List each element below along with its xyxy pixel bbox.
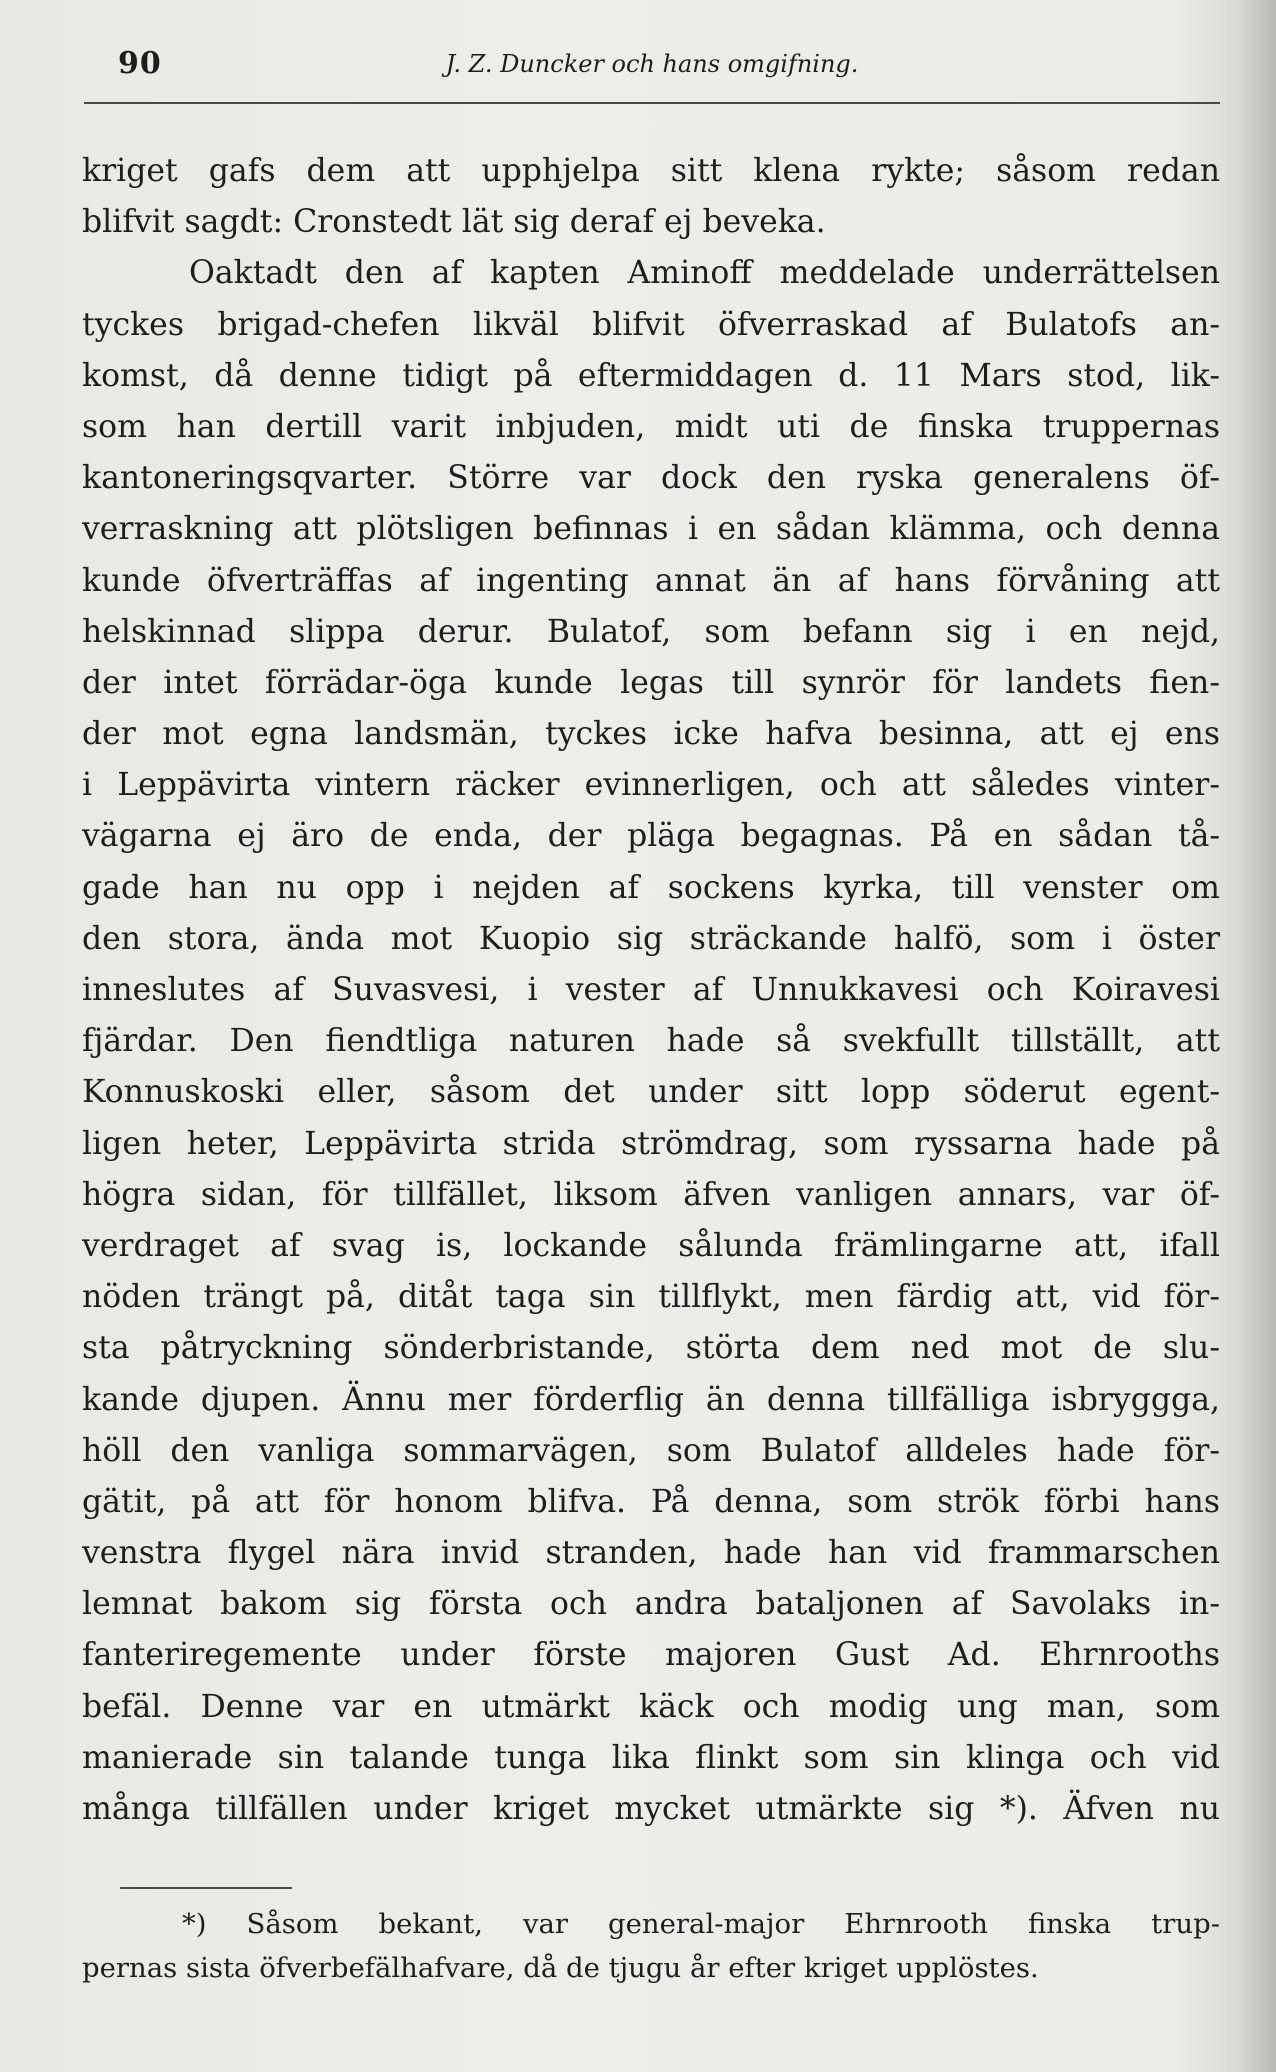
- text-line: gade han nu opp i nejden af sockens kyrka, till venster om: [82, 869, 1220, 906]
- text-line: manierade sin talande tunga lika flinkt som sin klinga och vid: [82, 1739, 1220, 1776]
- footnote: [82, 1902, 1220, 1990]
- text-line: gätit, på att för honom blifva. På denna, som strök förbi hans: [82, 1483, 1220, 1520]
- text-line: verraskning att plötsligen befinnas i en sådan klämma, och denna: [82, 511, 1220, 548]
- text-line: ligen heter, Leppävirta strida strömdrag, som ryssarna hade på: [82, 1125, 1220, 1162]
- footnote-line: pernas sista öfverbefälhafvare, då de tjugu år efter kriget upplöstes.: [82, 1952, 1039, 1984]
- text-line: verdraget af svag is, lockande sålunda främlingarne att, ifall: [82, 1227, 1220, 1264]
- text-line: der mot egna landsmän, tyckes icke hafva besinna, att ej ens: [82, 716, 1220, 753]
- text-line: högra sidan, för tillfället, liksom äfven vanligen annars, var öf-: [82, 1176, 1220, 1213]
- text-line: der intet förrädar-öga kunde legas till synrör för landets fien-: [82, 664, 1220, 701]
- footnote-line: *) Såsom bekant, var general-major Ehrnrooth finska trup-: [182, 1908, 1220, 1940]
- text-line: tyckes brigad-chefen likväl blifvit öfverraskad af Bulatofs an-: [82, 306, 1220, 343]
- page-header: [84, 40, 1220, 90]
- body-text: [82, 146, 1220, 1835]
- text-line: lemnat bakom sig första och andra bataljonen af Savolaks in-: [82, 1586, 1220, 1623]
- text-line: i Leppävirta vintern räcker evinnerligen, och att således vinter-: [82, 767, 1220, 804]
- text-line: helskinnad slippa derur. Bulatof, som befann sig i en nejd,: [82, 613, 1220, 650]
- text-line: sta påtryckning sönderbristande, störta dem ned mot de slu-: [82, 1330, 1220, 1367]
- text-line: nöden trängt på, ditåt taga sin tillflykt, men färdig att, vid för-: [82, 1279, 1220, 1316]
- text-line: kande djupen. Ännu mer förderflig än denna tillfälliga isbryggga,: [82, 1381, 1220, 1418]
- text-line: som han dertill varit inbjuden, midt uti de finska truppernas: [82, 408, 1220, 445]
- text-line: venstra flygel nära invid stranden, hade han vid frammarschen: [82, 1535, 1220, 1572]
- text-line: fanteriregemente under förste majoren Gust Ad. Ehrnrooths: [82, 1637, 1220, 1674]
- header-rule: [84, 102, 1220, 104]
- text-line: kriget gafs dem att upphjelpa sitt klena rykte; såsom redan: [82, 153, 1220, 189]
- text-line: inneslutes af Suvasvesi, i vester af Unnukkavesi och Koiravesi: [82, 972, 1220, 1008]
- text-line: kunde öfverträffas af ingenting annat än af hans förvåning att: [82, 562, 1220, 599]
- text-line: vägarna ej äro de enda, der pläga begagnas. På en sådan tå-: [82, 818, 1220, 855]
- text-line: Oaktadt den af kapten Aminoff meddelade underrättelsen: [189, 255, 1220, 292]
- text-line: höll den vanliga sommarvägen, som Bulatof alldeles hade för-: [82, 1432, 1220, 1469]
- text-line: den stora, ända mot Kuopio sig sträckande halfö, som i öster: [82, 920, 1220, 957]
- text-line: komst, då denne tidigt på eftermiddagen d. 11 Mars stod, lik-: [82, 357, 1220, 394]
- text-line: kantoneringsqvarter. Större var dock den ryska generalens öf-: [82, 460, 1220, 497]
- running-title: J. Z. Duncker och hans omgifning.: [445, 50, 859, 78]
- text-line: Konnuskoski eller, såsom det under sitt lopp söderut egent-: [82, 1074, 1220, 1111]
- text-line: blifvit sagdt: Cronstedt lät sig deraf ej beveka.: [82, 204, 826, 241]
- text-line: många tillfällen under kriget mycket utmärkte sig *). Äfven nu: [82, 1791, 1220, 1827]
- text-line: fjärdar. Den fiendtliga naturen hade så svekfullt tillställt, att: [82, 1023, 1220, 1060]
- footnote-rule: [120, 1887, 292, 1889]
- text-line: befäl. Denne var en utmärkt käck och modig ung man, som: [82, 1688, 1220, 1725]
- page-number: 90: [118, 46, 162, 81]
